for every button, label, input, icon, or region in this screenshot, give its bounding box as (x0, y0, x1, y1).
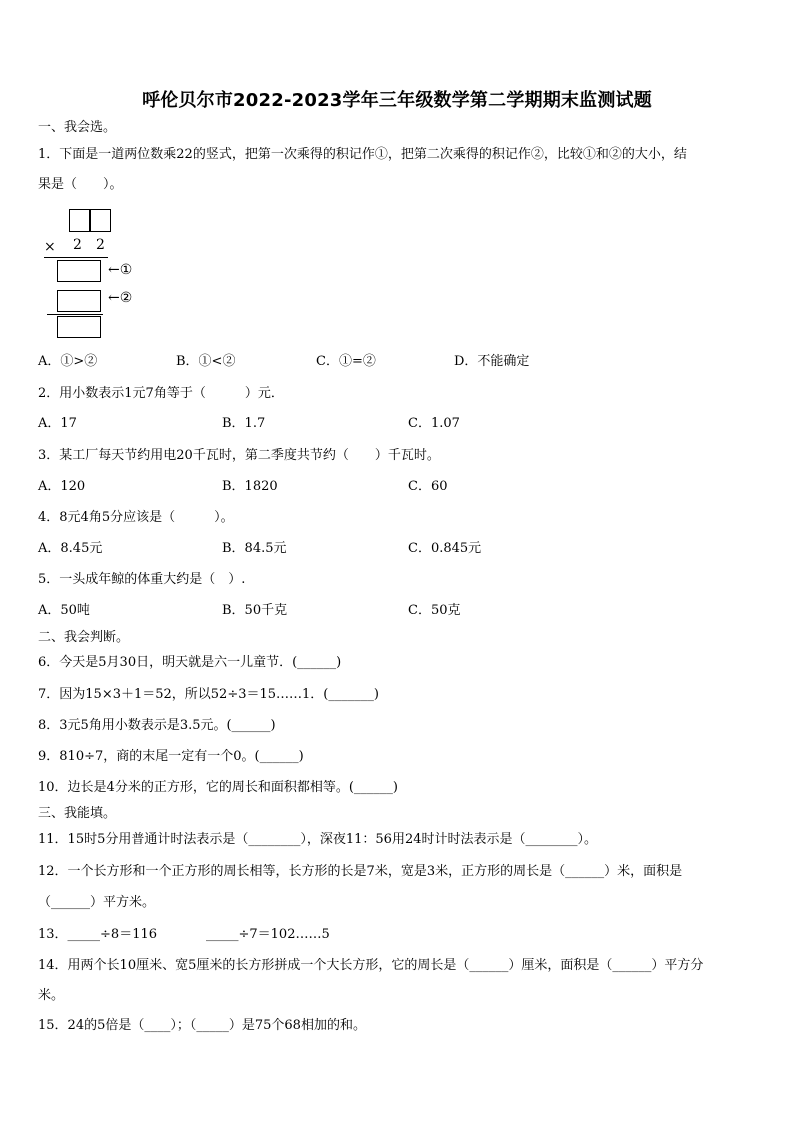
product-box-2 (57, 290, 101, 312)
question-15: 15．24的5倍是（____）；（_____）是75个68相加的和。 (38, 1018, 366, 1033)
digit-box-tens (69, 209, 90, 232)
question-5-option-a: A．50吨 (38, 603, 90, 618)
question-3-option-a: A．120 (38, 479, 86, 494)
question-1-option-c: C．①=② (316, 354, 376, 369)
result-box (57, 316, 101, 338)
question-5-option-b: B．50千克 (222, 603, 288, 618)
question-4-option-b: B．84.5元 (222, 541, 287, 556)
question-1-option-a: A．①>② (38, 354, 98, 369)
question-10: 10．边长是4分米的正方形，它的周长和面积都相等。(______) (38, 780, 398, 795)
question-13-part-a: 13．_____÷8＝116 (38, 927, 158, 942)
question-1-line-2: 果是（ ）。 (38, 177, 123, 192)
question-3: 3．某工厂每天节约用电20千瓦时，第二季度共节约（ ）千瓦时。 (38, 448, 440, 463)
question-8: 8．3元5角用小数表示是3.5元。(______) (38, 718, 276, 733)
question-3-option-c: C．60 (408, 479, 448, 494)
question-1-line-1: 1．下面是一道两位数乘22的竖式，把第一次乘得的积记作①，把第二次乘得的积记作②，比较①和②的大小，结 (38, 147, 687, 162)
times-sign: × (44, 239, 56, 255)
question-2: 2．用小数表示1元7角等于（ ）元． (38, 386, 284, 401)
multiplication-figure (40, 206, 160, 346)
question-1-option-d: D．不能确定 (454, 354, 530, 369)
question-12-line-2: （______）平方米。 (38, 895, 156, 910)
question-3-option-b: B．1820 (222, 479, 278, 494)
digit-box-ones (90, 209, 111, 232)
question-6: 6．今天是5月30日，明天就是六一儿童节．(______) (38, 655, 342, 670)
product-box-1 (57, 260, 101, 282)
question-9: 9．810÷7，商的末尾一定有一个0。(______) (38, 749, 304, 764)
question-12-line-1: 12．一个长方形和一个正方形的周长相等，长方形的长是7米，宽是3米，正方形的周长是（______）米，面积是 (38, 864, 683, 879)
section-2-heading: 二、我会判断。 (38, 630, 130, 645)
question-4-option-c: C．0.845元 (408, 541, 482, 556)
question-4-option-a: A．8.45元 (38, 541, 103, 556)
question-2-option-a: A．17 (38, 416, 77, 431)
question-11: 11．15时5分用普通计时法表示是（________），深夜11：56用24时计时法表示是（________）。 (38, 832, 597, 847)
question-5-option-c: C．50克 (408, 603, 461, 618)
question-2-option-c: C．1.07 (408, 416, 460, 431)
section-1-heading: 一、我会选。 (38, 120, 117, 135)
rule-line-1 (44, 257, 108, 258)
question-1-option-b: B．①<② (176, 354, 236, 369)
question-4: 4．8元4角5分应该是（ ）。 (38, 510, 234, 525)
question-13-part-b: _____÷7＝102……5 (206, 927, 330, 942)
question-5: 5．一头成年鲸的体重大约是（ ）. (38, 572, 246, 587)
arrow-label-1: ←① (108, 262, 133, 278)
multiplier-digit-2: 2 (96, 237, 105, 253)
question-2-option-b: B．1.7 (222, 416, 266, 431)
question-14-line-2: 米。 (38, 988, 65, 1003)
question-14-line-1: 14．用两个长10厘米、宽5厘米的长方形拼成一个大长方形，它的周长是（______）厘米，面积是（______）平方分 (38, 958, 704, 973)
multiplier-digit-1: 2 (73, 237, 82, 253)
rule-line-2 (47, 314, 103, 315)
page-title: 呼伦贝尔市2022-2023学年三年级数学第二学期期末监测试题 (142, 90, 652, 111)
question-7: 7．因为15×3＋1＝52，所以52÷3＝15……1．(_______) (38, 687, 379, 702)
arrow-label-2: ←② (108, 290, 133, 306)
section-3-heading: 三、我能填。 (38, 806, 117, 821)
